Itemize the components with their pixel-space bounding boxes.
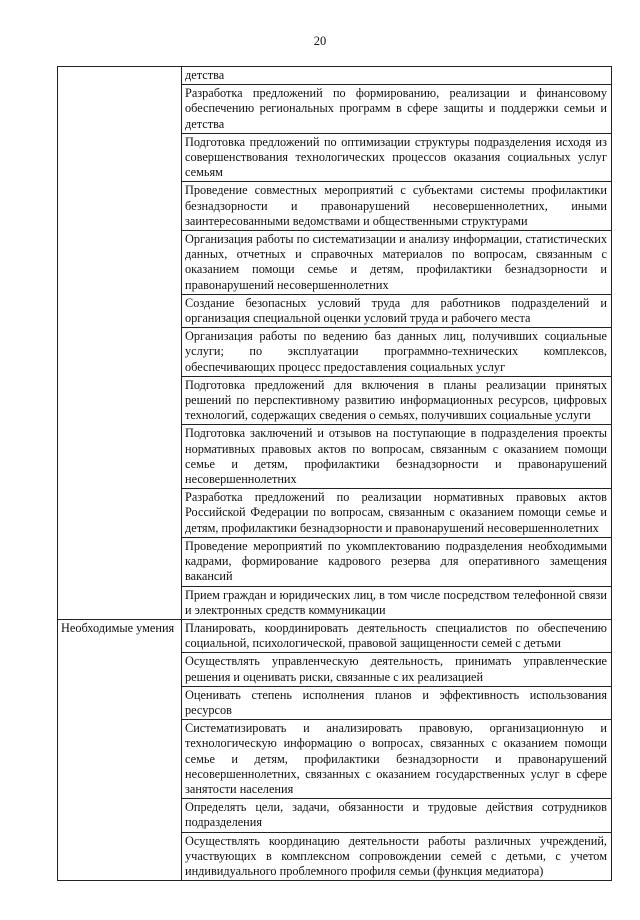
skill-text: Осуществлять управленческую деятельность, принимать управленческие решения и оценивать риски, связанные с их реализацией: [185, 654, 607, 684]
task-text: Организация работы по ведению баз данных лиц, получивших социальные услуги; по эксплуатации программно-технических комплексов, обеспечивающих процесс предоставления социальных услуг: [185, 329, 607, 374]
task-text: Прием граждан и юридических лиц, в том числе посредством телефонной связи и электронных средств коммуникации: [185, 587, 607, 617]
task-text: Подготовка предложений для включения в планы реализации принятых решений по перспективному развитию информационных ресурсов, цифровых технологий, содержащих сведения о семьях, получивших социальные услуги: [185, 377, 607, 423]
labor-actions-label-cell: [58, 67, 182, 620]
skill-cell: [182, 619, 612, 652]
task-cell: [182, 67, 612, 85]
skill-text: Осуществлять координацию деятельности работы различных учреждений, участвующих в комплексном сопровождении семей с детьми, с учетом индивидуального проблемного профиля семьи (функция медиатора): [185, 833, 607, 878]
task-text: Организация работы по систематизации и анализу информации, статистических данных, отчетных и справочных материалов по вопросам, связанным с оказанием помощи семье и детям, профилактики безнадзорности и правонарушений несовершеннолетних: [185, 232, 607, 292]
requirements-table: [57, 66, 612, 881]
task-cell: [182, 537, 612, 586]
skill-text: Планировать, координировать деятельность специалистов по обеспечению социальной, психологической, правовой защищенности семей с детьми: [185, 620, 607, 651]
task-cell: [182, 133, 612, 182]
skill-cell: [182, 653, 612, 686]
task-cell: [182, 376, 612, 425]
table-row: [58, 619, 612, 652]
task-text: Подготовка предложений по оптимизации структуры подразделения исходя из совершенствования технологических процессов оказания социальных услуг семьям: [185, 134, 607, 180]
table-row: [58, 67, 612, 85]
page-number: 20: [313, 34, 327, 48]
task-text: Разработка предложений по формированию, реализации и финансовому обеспечению региональных программ в сфере защиты и поддержки семьи и детства: [185, 86, 607, 131]
task-cell: [182, 85, 612, 134]
skill-text: Оценивать степень исполнения планов и эффективность использования ресурсов: [185, 687, 607, 717]
skill-text: Определять цели, задачи, обязанности и трудовые действия сотрудников подразделения: [185, 800, 607, 830]
task-cell: [182, 294, 612, 327]
task-text: Проведение совместных мероприятий с субъектами системы профилактики безнадзорности и правонарушений несовершеннолетних, иными заинтересованными ведомствами и общественными структурами: [185, 183, 607, 228]
task-cell: [182, 489, 612, 538]
task-text: Разработка предложений по реализации нормативных правовых актов Российской Федерации по вопросам, связанным с оказанием помощи семье и детям, профилактики безнадзорности и правонарушений несовершеннолетних: [185, 490, 607, 535]
task-text: Проведение мероприятий по укомплектованию подразделения необходимыми кадрами, формирование кадрового резерва для оперативного замещения вакансий: [185, 538, 607, 584]
task-text: Подготовка заключений и отзывов на поступающие в подразделения проекты нормативных правовых актов по вопросам, связанным с оказанием помощи семье и детям, профилактики безнадзорности и правонарушений несовершеннолетних: [185, 426, 607, 487]
task-cell: [182, 231, 612, 295]
skill-cell: [182, 720, 612, 799]
skills-label-cell: Необходимые умения: [58, 619, 182, 880]
task-cell: [182, 328, 612, 377]
skill-cell: [182, 799, 612, 832]
table-body: [58, 67, 612, 881]
task-cell: [182, 586, 612, 619]
task-cell: [182, 425, 612, 489]
skill-cell: [182, 832, 612, 881]
task-text: детства: [185, 68, 225, 82]
skill-text: Систематизировать и анализировать правовую, организационную и технологическую информацию о вопросах, связанных с оказанием помощи семье и детям, профилактики безнадзорности и правонарушений несовершеннолетних, связанных с оказанием государственных услуг в сфере занятости населения: [185, 721, 607, 796]
task-text: Создание безопасных условий труда для работников подразделений и организация специальной оценки условий труда и рабочего места: [185, 295, 607, 326]
skill-cell: [182, 686, 612, 719]
task-cell: [182, 182, 612, 231]
